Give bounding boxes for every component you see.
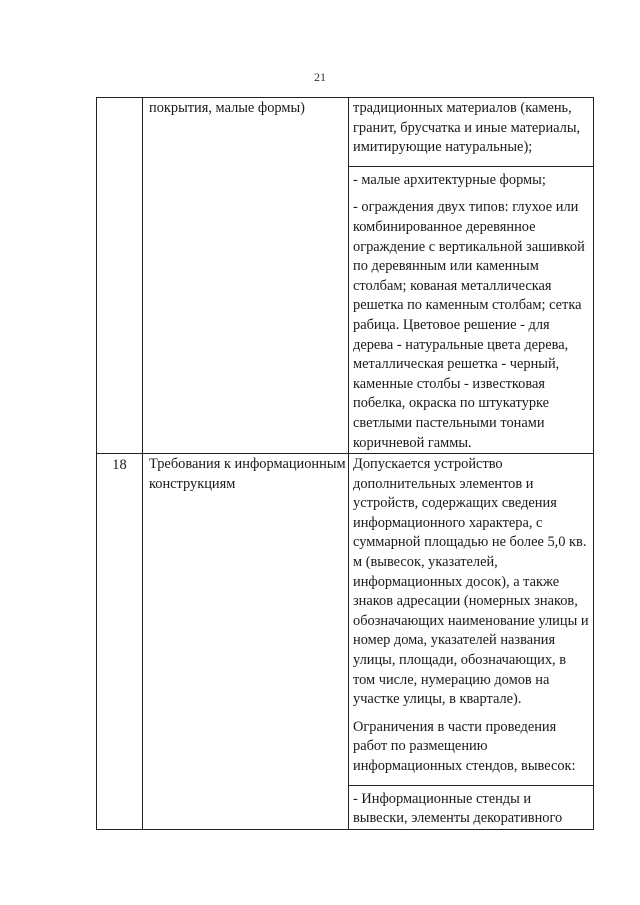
table-row xyxy=(97,454,594,830)
requirement-name: Требования к информационным конструкциям xyxy=(149,456,346,492)
description-paragraph: - малые архитектурные формы; xyxy=(349,166,593,191)
requirement-name-cell xyxy=(143,454,349,830)
requirement-name: покрытия, малые формы) xyxy=(149,100,305,116)
description-paragraph: Ограничения в части проведения работ по размещению информационных стендов, вывесок: xyxy=(353,718,576,774)
page-number: 21 xyxy=(314,70,326,84)
requirements-table xyxy=(96,97,594,830)
table-row xyxy=(97,98,594,454)
requirement-description-cell xyxy=(349,98,594,454)
row-number-cell: 18 xyxy=(97,454,143,830)
description-paragraph: - Информационные стенды и вывески, элементы декоративного xyxy=(349,785,593,829)
description-paragraph: - ограждения двух типов: глухое или комбинированное деревянное ограждение с вертикальной зашивкой по деревянным или каменным столбам; кованая металлическая решетка по каменным столбам; сетка рабица. Цветовое решение - для дерева - натуральные цвета дерева, металлическая решетка - черный, каменные столбы - известковая побелка, окраска по штукатурке светлыми пастельными тонами коричневой гаммы. xyxy=(353,199,585,451)
description-paragraph: традиционных материалов (камень, гранит, брусчатка и иные материалы, имитирующие натуральные); xyxy=(353,100,581,156)
requirement-description-cell xyxy=(349,454,594,830)
row-number-cell xyxy=(97,98,143,454)
requirement-name-cell xyxy=(143,98,349,454)
description-paragraph: Допускается устройство дополнительных элементов и устройств, содержащих сведения информационного характера, с суммарной площадью не более 5,0 кв. м (вывесок, указателей, информационных досок), а также знаков адресации (номерных знаков, обозначающих наименование улицы и номер дома, указателей названия улицы, площади, обозначающих, в том числе, нумерацию домов на участке улицы, в квартале). xyxy=(353,456,589,708)
